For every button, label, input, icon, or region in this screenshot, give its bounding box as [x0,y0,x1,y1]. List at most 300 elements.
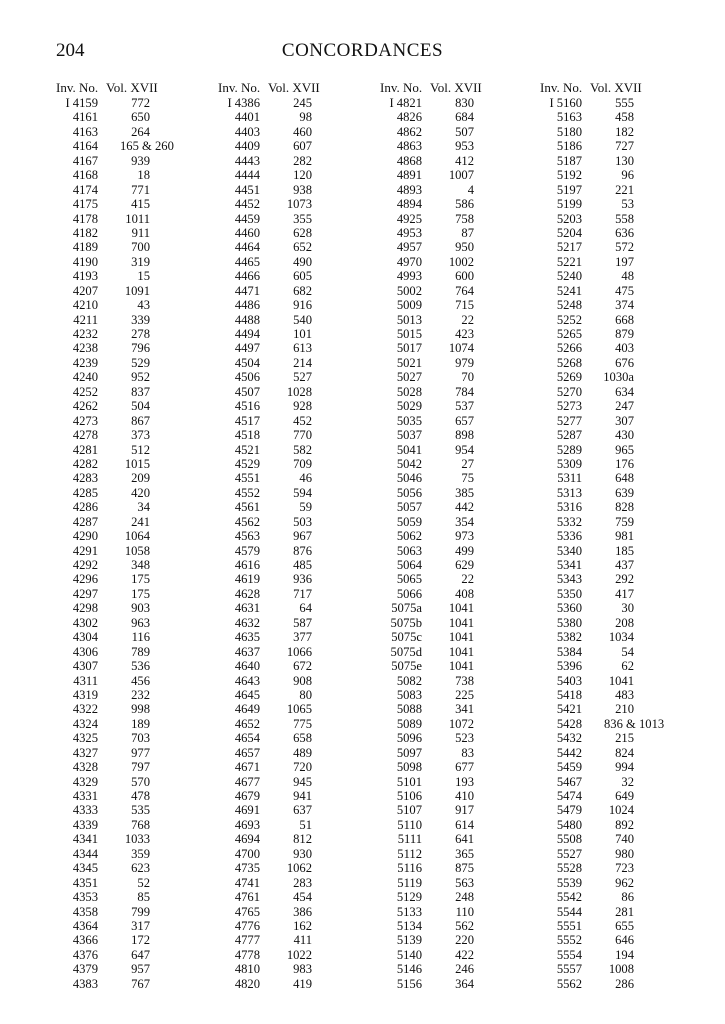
vol-number: 1073 [286,197,312,212]
table-row [218,284,370,298]
table-row [218,457,370,471]
inv-number: 4287 [72,514,98,529]
table-row [56,500,208,514]
table-row [380,125,532,139]
inv-number: 4329 [72,774,98,789]
inv-number: 4517 [234,413,260,428]
inv-number: 5287 [556,428,582,443]
table-row [218,688,370,702]
vol-number: 770 [293,428,312,443]
table-row [56,183,208,197]
vol-number: 629 [455,558,474,572]
table-row [540,356,692,370]
inv-number: 5268 [556,355,582,370]
vol-number: 1011 [125,211,150,226]
vol-number: 759 [615,514,634,529]
vol-number: 1024 [608,803,634,818]
inv-number: 5313 [556,485,582,500]
inv-number: I 4821 [389,96,422,110]
table-row [540,717,692,731]
table-row [218,558,370,572]
inv-number: 5552 [556,933,582,948]
table-row [540,197,692,211]
inv-number: 5187 [556,153,582,168]
vol-number: 649 [615,789,634,803]
table-row [56,717,208,731]
inv-number: 5066 [396,586,422,601]
table-row [540,847,692,861]
table-row [380,168,532,182]
table-row [540,125,692,139]
inv-number: 4891 [396,168,422,183]
table-row [218,659,370,673]
vol-number: 867 [131,413,150,428]
inv-number: 5221 [556,254,582,269]
table-row [218,139,370,153]
vol-number: 503 [293,514,312,529]
inv-number: 5063 [396,543,422,558]
table-row [218,731,370,745]
vol-number: 475 [615,283,634,298]
vol-number: 652 [293,240,312,255]
inv-number: 4207 [72,283,98,298]
inv-number: 5197 [556,182,582,197]
table-row [218,861,370,875]
vol-number: 442 [455,500,474,515]
inv-number: 4345 [72,861,98,876]
vol-number: 527 [293,370,312,385]
inv-number: 4339 [72,817,98,832]
table-row [380,702,532,716]
table-row [218,775,370,789]
table-row [56,630,208,644]
table-row [540,876,692,890]
table-row [218,645,370,659]
vol-number: 411 [293,933,312,948]
table-row [540,731,692,745]
vol-number: 348 [131,558,150,572]
inv-number: 4344 [72,846,98,861]
table-row [56,803,208,817]
vol-number: 286 [615,976,634,991]
vol-number: 189 [131,716,150,731]
table-row [56,659,208,673]
table-row [218,572,370,586]
vol-number: 454 [293,890,312,905]
inv-number: 4504 [234,355,260,370]
inv-number: 4652 [234,716,260,731]
inv-number: 5107 [396,803,422,818]
inv-number: 5046 [396,471,422,486]
inv-number: 4776 [234,918,260,933]
table-row [540,544,692,558]
vol-number: 700 [131,240,150,255]
vol-number: 51 [299,817,312,832]
vol-number: 62 [621,659,634,674]
table-row [380,630,532,644]
vol-number: 193 [455,774,474,789]
table-row [380,356,532,370]
inv-number: 4331 [72,789,98,803]
vol-number: 1058 [124,543,150,558]
vol-number: 797 [131,760,150,775]
inv-number: 5101 [396,774,422,789]
vol-number: 957 [131,962,150,977]
inv-number: 4211 [73,312,98,327]
vol-number: 232 [131,687,150,702]
vol-number: 483 [615,687,634,702]
vol-number: 504 [131,399,150,414]
vol-number: 537 [455,399,474,414]
table-row [380,717,532,731]
vol-number: 54 [621,644,634,659]
inv-number: 5311 [557,471,582,486]
vol-number: 799 [131,904,150,919]
inv-number: 5065 [396,572,422,587]
table-row [218,717,370,731]
inv-number: 4741 [234,875,260,890]
vol-number: 32 [621,774,634,789]
table-row [218,341,370,355]
table-row [380,529,532,543]
vol-number: 130 [615,153,634,168]
inv-number: 5432 [556,731,582,746]
vol-number: 18 [137,168,150,183]
inv-number: 4366 [72,933,98,948]
table-row [56,876,208,890]
vol-number: 727 [615,139,634,154]
table-row [380,341,532,355]
table-row [56,471,208,485]
inv-number: 4193 [72,269,98,284]
inv-number: 4290 [72,529,98,544]
inv-number: 5248 [556,298,582,313]
vol-number: 540 [293,312,312,327]
inv-number: 4292 [72,558,98,572]
inv-number: 4643 [234,673,260,688]
inv-number: 4376 [72,947,98,962]
vol-number: 963 [131,615,150,630]
table-row [56,529,208,543]
inv-number: 5277 [556,413,582,428]
inv-number: 4351 [72,875,98,890]
vol-number: 1091 [124,283,150,298]
vol-number: 758 [455,211,474,226]
inv-number: 5403 [556,673,582,688]
table-row [56,370,208,384]
table-row [380,428,532,442]
inv-number: 5396 [556,659,582,674]
table-row [218,399,370,413]
table-row [218,471,370,485]
inv-number: 5042 [396,456,422,471]
inv-number: 4178 [72,211,98,226]
inv-number: 5539 [556,875,582,890]
vol-number: 422 [455,947,474,962]
vol-number: 930 [293,846,312,861]
inv-number: 5075c [391,630,422,645]
table-row [218,385,370,399]
vol-number: 214 [293,355,312,370]
table-row [540,139,692,153]
inv-number: 4777 [234,933,260,948]
vol-number: 75 [461,471,474,486]
inv-number: 4283 [72,471,98,486]
inv-number: 4444 [234,168,260,183]
table-row [56,832,208,846]
vol-number: 1041 [448,644,474,659]
table-row [380,110,532,124]
vol-number: 772 [131,96,150,110]
vol-number: 53 [621,197,634,212]
vol-number: 489 [293,745,312,760]
vol-number: 998 [131,702,150,717]
table-row [56,919,208,933]
inv-number: 5384 [556,644,582,659]
inv-number: 4506 [234,370,260,385]
inv-number: 4379 [72,962,98,977]
vol-number: 607 [293,139,312,154]
inv-number: 4700 [234,846,260,861]
vol-number: 341 [455,702,474,717]
inv-number: 5265 [556,327,582,341]
table-row [540,255,692,269]
table-row [540,601,692,615]
inv-number: 5015 [396,327,422,341]
table-row [540,688,692,702]
inv-number: 4341 [72,832,98,847]
vol-number: 979 [455,355,474,370]
table-row [218,876,370,890]
inv-number: 5240 [556,269,582,284]
vol-number: 478 [131,789,150,803]
table-row [540,832,692,846]
inv-number: 5059 [396,514,422,529]
inv-number: 5134 [396,918,422,933]
vol-number: 941 [293,789,312,803]
inv-number: 4488 [234,312,260,327]
table-row [380,818,532,832]
table-row [56,775,208,789]
inv-no-header: Inv. No. [56,80,99,95]
table-row [540,443,692,457]
inv-number: 4679 [234,789,260,803]
table-row [540,284,692,298]
vol-number: 430 [615,428,634,443]
page-header [56,40,669,66]
inv-number: 4252 [72,384,98,399]
inv-number: 4403 [234,124,260,139]
inv-number: 4383 [72,976,98,991]
table-row [380,645,532,659]
vol-number: 796 [131,341,150,356]
vol-number: 83 [461,745,474,760]
table-row [56,313,208,327]
table-row [218,154,370,168]
vol-number: 365 [455,846,474,861]
inv-number: 4190 [72,254,98,269]
vol-number: 636 [615,225,634,240]
vol-number: 952 [131,370,150,385]
table-row [218,890,370,904]
vol-number: 27 [461,456,474,471]
table-row [540,110,692,124]
vol-number: 317 [131,918,150,933]
inv-number: 4307 [72,659,98,674]
inv-number: 4693 [234,817,260,832]
inv-number: 4409 [234,139,260,154]
vol-number: 110 [455,904,474,919]
vol-number: 101 [293,327,312,341]
vol-number: 34 [137,500,150,515]
table-row [540,962,692,976]
table-row [56,154,208,168]
vol-number: 1064 [124,529,150,544]
inv-number: 4325 [72,731,98,746]
table-row [540,212,692,226]
column-header [56,80,208,96]
table-row [380,587,532,601]
vol-number: 507 [455,124,474,139]
table-row [218,746,370,760]
inv-no-header: Inv. No. [540,80,583,95]
table-row [540,96,692,110]
inv-number: 5340 [556,543,582,558]
vol-number: 703 [131,731,150,746]
table-row [218,630,370,644]
table-row [540,861,692,875]
table-row [56,760,208,774]
vol-number: 967 [293,529,312,544]
inv-number: 5289 [556,442,582,457]
vol-number: 30 [621,601,634,616]
inv-number: 5270 [556,384,582,399]
inv-number: 5203 [556,211,582,226]
table-row [540,803,692,817]
vol-number: 182 [615,124,634,139]
inv-number: 4189 [72,240,98,255]
table-row [380,688,532,702]
table-row [380,919,532,933]
inv-number: 5528 [556,861,582,876]
inv-number: 5180 [556,124,582,139]
vol-number: 419 [293,976,312,991]
table-row [56,255,208,269]
vol-number: 246 [455,962,474,977]
inv-number: 5474 [556,789,582,803]
inv-number: 4232 [72,327,98,341]
vol-number: 965 [615,442,634,457]
vol-number: 185 [615,543,634,558]
vol-number: 529 [131,355,150,370]
vol-number: 875 [455,861,474,876]
vol-number: 278 [131,327,150,341]
vol-number: 709 [293,456,312,471]
inv-number: 4863 [396,139,422,154]
table-row [56,818,208,832]
table-row [540,471,692,485]
vol-number: 221 [615,182,634,197]
vol-number: 738 [455,673,474,688]
vol-number: 410 [455,789,474,803]
table-row [218,962,370,976]
table-row [380,500,532,514]
vol-number: 80 [299,687,312,702]
vol-number: 307 [615,413,634,428]
vol-number: 1007 [448,168,474,183]
table-row [380,775,532,789]
vol-number: 605 [293,269,312,284]
vol-number: 916 [293,298,312,313]
table-row [56,428,208,442]
vol-number: 1028 [286,384,312,399]
inv-number: 4319 [72,687,98,702]
table-row [380,370,532,384]
inv-number: 4174 [72,182,98,197]
table-row [380,515,532,529]
inv-number: 4486 [234,298,260,313]
vol-number: 458 [615,110,634,125]
vol-number: 962 [615,875,634,890]
table-row [56,457,208,471]
vol-number: 385 [455,485,474,500]
vol-number: 740 [615,832,634,847]
table-row [380,803,532,817]
vol-number: 994 [615,760,634,775]
vol-number: 452 [293,413,312,428]
table-row [380,240,532,254]
inv-number: I 4386 [227,96,260,110]
vol-number: 4 [467,182,474,197]
inv-number: 4167 [72,153,98,168]
inv-number: 5360 [556,601,582,616]
inv-number: I 5160 [549,96,582,110]
vol-number: 824 [615,745,634,760]
inv-number: 4953 [396,225,422,240]
inv-number: 5009 [396,298,422,313]
table-row [56,847,208,861]
inv-number: 4521 [234,442,260,457]
inv-number: 4631 [234,601,260,616]
inv-number: 4328 [72,760,98,775]
inv-number: 5544 [556,904,582,919]
inv-number: 5204 [556,225,582,240]
inv-number: 4529 [234,456,260,471]
vol-number: 837 [131,384,150,399]
inv-number: 5075b [390,615,422,630]
table-row [540,183,692,197]
inv-number: 4282 [72,456,98,471]
table-row [56,702,208,716]
inv-number: 4820 [234,976,260,991]
inv-number: 5089 [396,716,422,731]
inv-number: 4262 [72,399,98,414]
inv-number: 5017 [396,341,422,356]
table-row [56,601,208,615]
vol-number: 650 [131,110,150,125]
table-row [380,226,532,240]
table-row [218,832,370,846]
vol-number: 355 [293,211,312,226]
inv-number: 4182 [72,225,98,240]
table-row [56,789,208,803]
table-row [540,370,692,384]
vol-number: 116 [131,630,150,645]
vol-number: 1065 [286,702,312,717]
table-row [380,327,532,341]
table-row [540,775,692,789]
vol-number: 423 [455,327,474,341]
